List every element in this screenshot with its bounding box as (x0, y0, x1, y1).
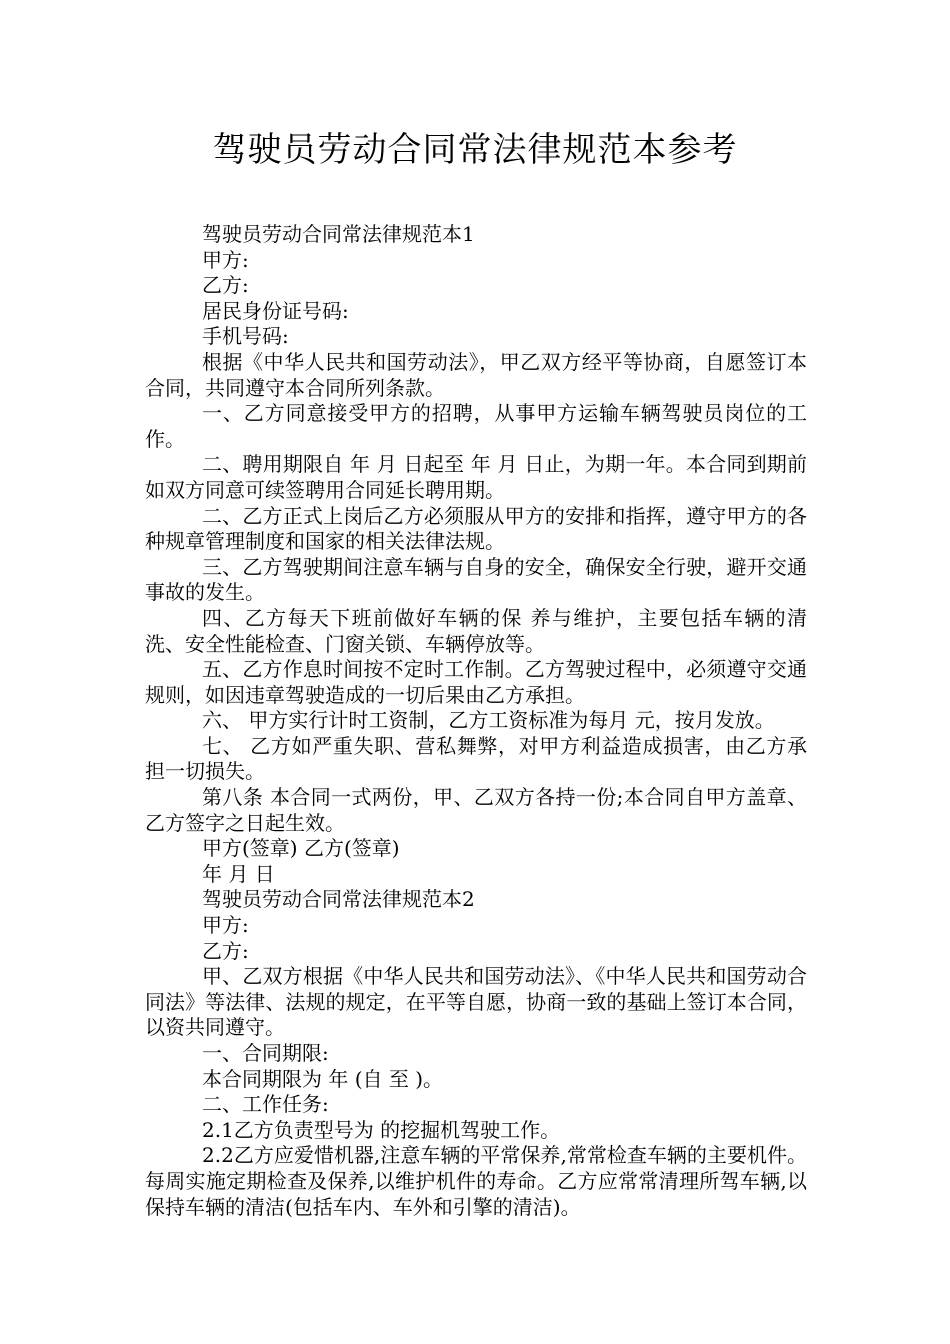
document-paragraph: 2.2乙方应爱惜机器,注意车辆的平常保养,常常检查车辆的主要机件。每周实施定期检查及保养,以维护机件的寿命。乙方应常常清理所驾车辆,以保持车辆的清洁(包括车内、车外和引擎的清洁)。 (145, 1143, 807, 1219)
document-title: 驾驶员劳动合同常法律规范本参考 (212, 130, 738, 170)
document-paragraph: 乙方: (202, 938, 249, 963)
document-paragraph: 二、工作任务: (202, 1092, 329, 1117)
document-paragraph: 七、 乙方如严重失职、营私舞弊，对甲方利益造成损害，由乙方承担一切损失。 (145, 733, 807, 784)
document-paragraph: 一、乙方同意接受甲方的招聘，从事甲方运输车辆驾驶员岗位的工作。 (145, 401, 807, 451)
document-paragraph: 年 月 日 (202, 861, 275, 886)
document-paragraph: 三、乙方驾驶期间注意车辆与自身的安全，确保安全行驶，避开交通事故的发生。 (145, 554, 807, 605)
document-paragraph: 甲、乙双方根据《中华人民共和国劳动法》、《中华人民共和国劳动合同法》等法律、法规的规定，在平等自愿，协商一致的基础上签订本合同，以资共同遵守。 (145, 964, 807, 1040)
document-paragraph: 驾驶员劳动合同常法律规范本1 (202, 222, 475, 246)
document-paragraph: 乙方: (202, 273, 249, 298)
document-paragraph: 本合同期限为 年 (自 至 )。 (202, 1066, 444, 1091)
document-paragraph: 四、乙方每天下班前做好车辆的保 养与维护，主要包括车辆的清洗、安全性能检查、门窗关锁、车辆停放等。 (145, 605, 807, 656)
document-paragraph: 居民身份证号码: (202, 298, 349, 323)
document-paragraph: 甲方: (202, 913, 249, 938)
document-paragraph: 二、聘用期限自 年 月 日起至 年 月 日止，为期一年。本合同到期前如双方同意可续签聘用合同延长聘用期。 (145, 452, 807, 502)
document-paragraph: 根据《中华人民共和国劳动法》，甲乙双方经平等协商，自愿签订本合同，共同遵守本合同所列条款。 (145, 349, 807, 400)
document-paragraph: 手机号码: (202, 324, 289, 349)
document-body (145, 222, 807, 1220)
document-paragraph: 二、乙方正式上岗后乙方必须服从甲方的安排和指挥，遵守甲方的各种规章管理制度和国家的相关法律法规。 (145, 503, 807, 554)
document-paragraph: 驾驶员劳动合同常法律规范本2 (202, 887, 475, 912)
document-paragraph: 一、合同期限: (202, 1041, 329, 1065)
document-paragraph: 2.1乙方负责型号为 的挖掘机驾驶工作。 (202, 1117, 561, 1142)
document-paragraph: 六、 甲方实行计时工资制，乙方工资标准为每月 元，按月发放。 (202, 708, 775, 733)
document-paragraph: 五、乙方作息时间按不定时工作制。乙方驾驶过程中，必须遵守交通规则，如因违章驾驶造成的一切后果由乙方承担。 (145, 657, 807, 707)
document-paragraph: 甲方(签章) 乙方(签章) (202, 836, 400, 861)
document-paragraph: 甲方: (202, 247, 249, 272)
document-paragraph: 第八条 本合同一式两份，甲、乙双方各持一份;本合同自甲方盖章、乙方签字之日起生效。 (145, 785, 807, 835)
